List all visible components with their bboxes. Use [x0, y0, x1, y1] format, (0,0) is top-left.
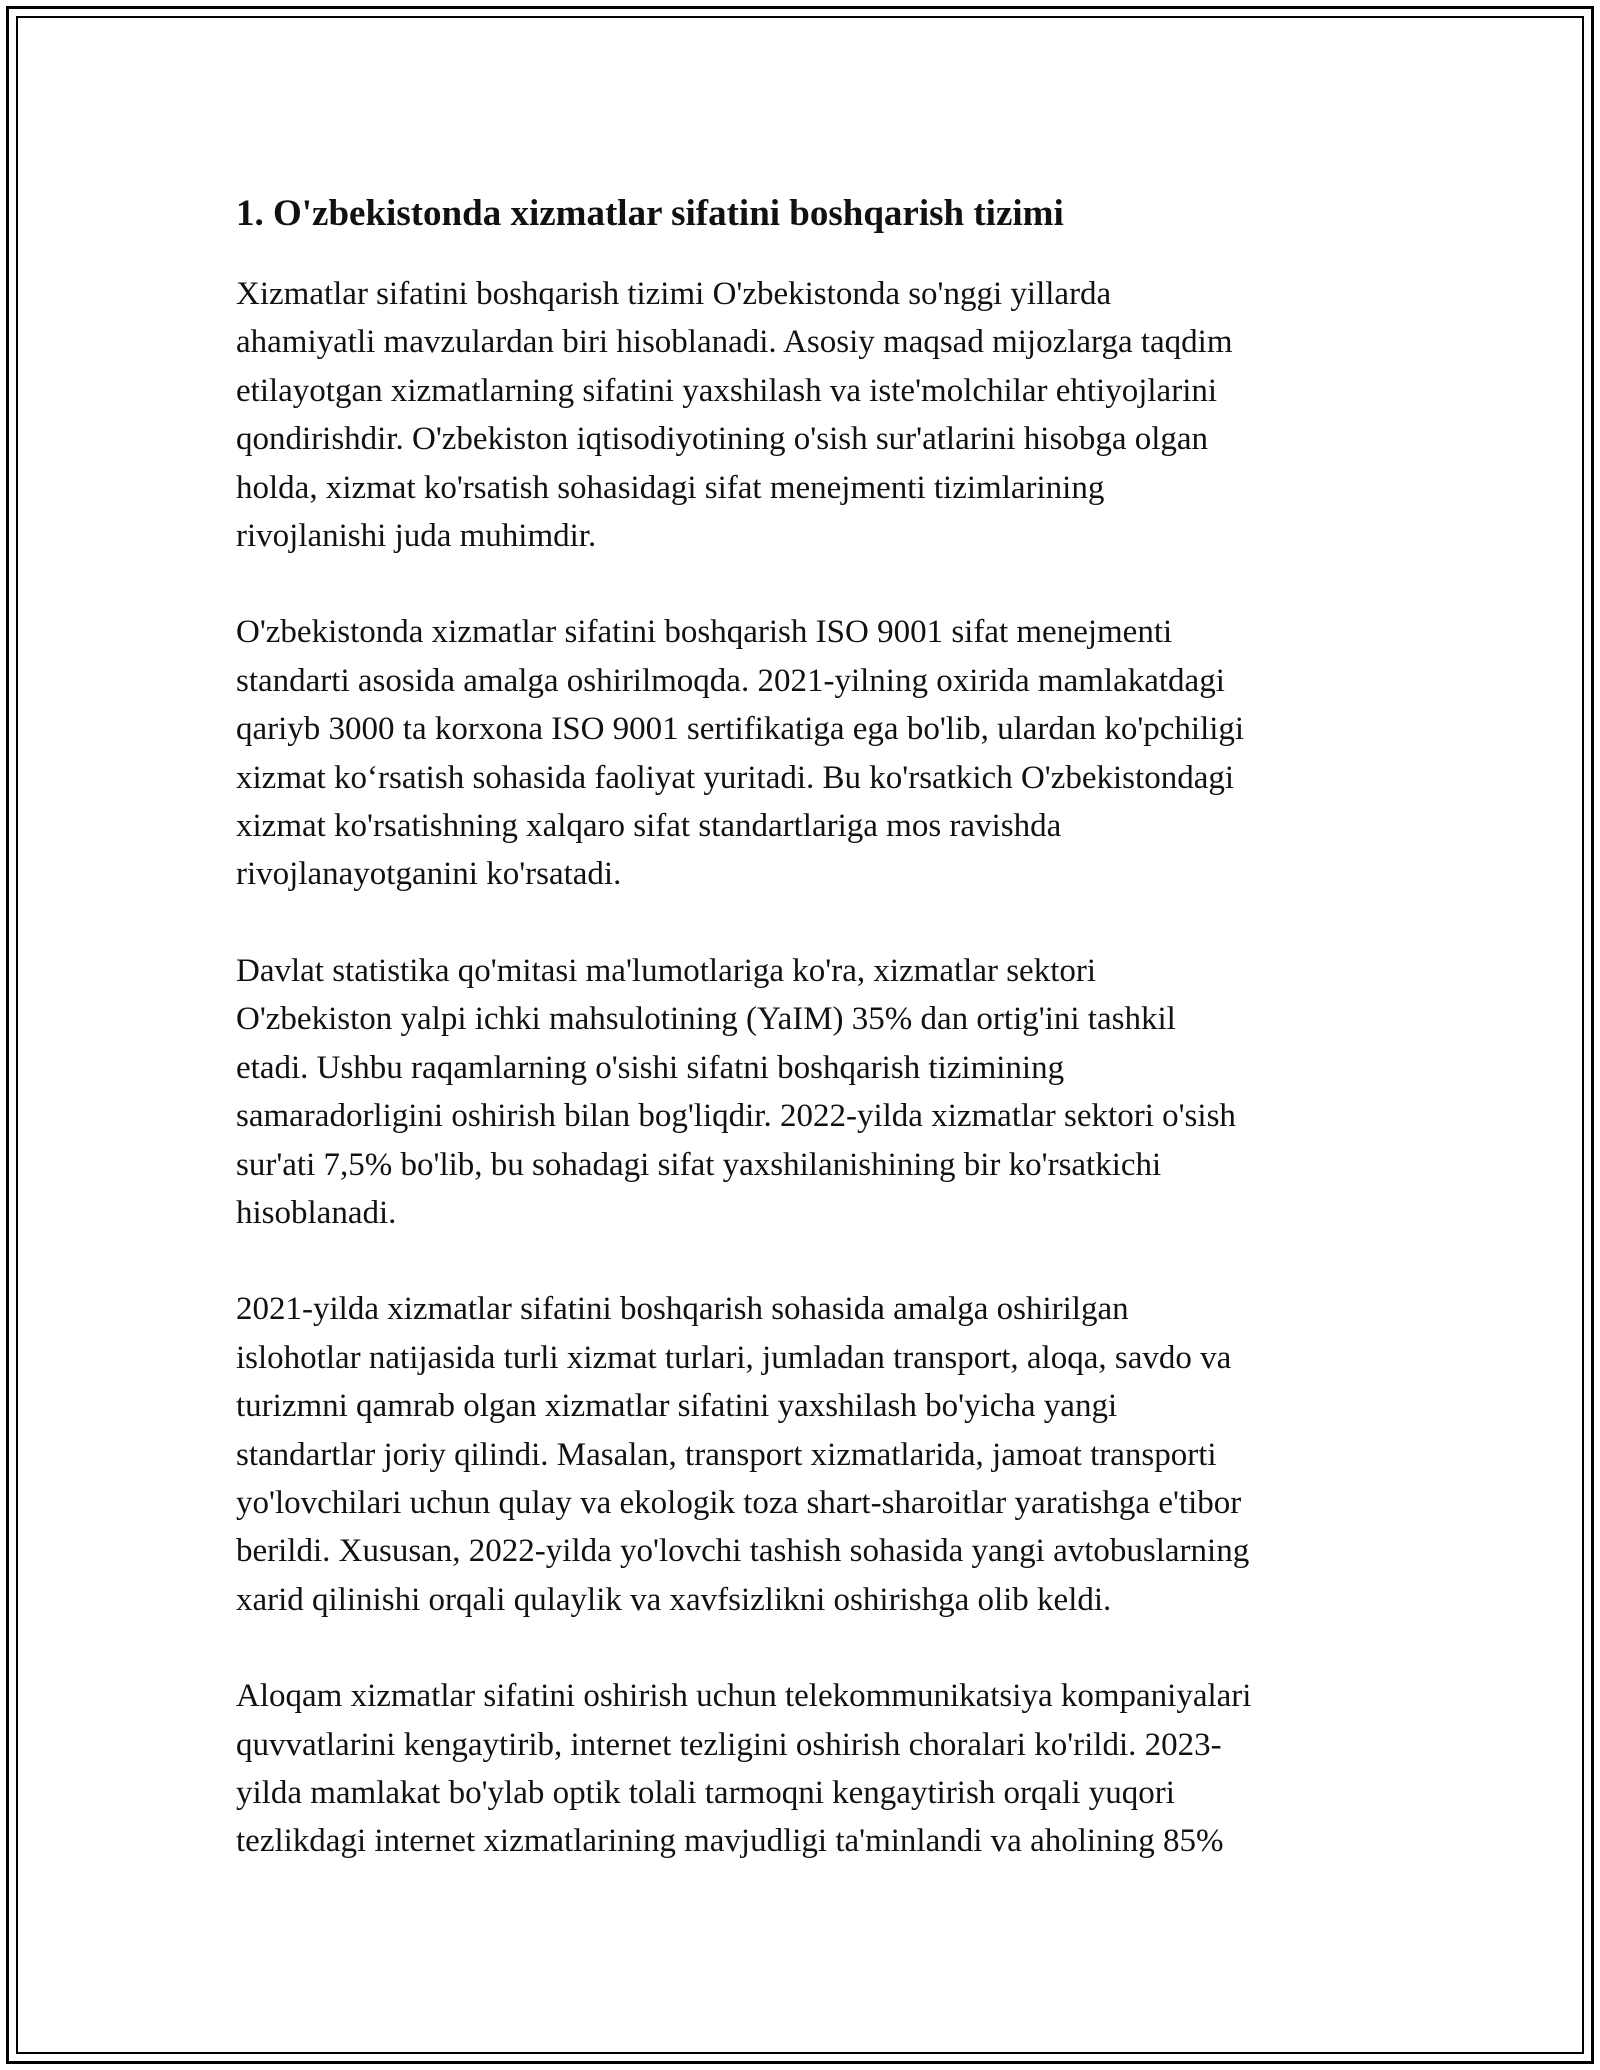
text-line: 2021-yilda xizmatlar sifatini boshqarish sohasida amalga oshirilgan [236, 1291, 1129, 1328]
paragraph-3 [236, 947, 1386, 1237]
paragraph-1 [236, 270, 1386, 560]
text-line: Davlat statistika qo'mitasi ma'lumotlariga ko'ra, xizmatlar sektori [236, 952, 1097, 989]
paragraph-5 [236, 1672, 1386, 1866]
text-line: rivojlanishi juda muhimdir. [236, 518, 597, 555]
text-line: hisoblanadi. [236, 1194, 397, 1231]
text-line: islohotlar natijasida turli xizmat turlari, jumladan transport, aloqa, savdo va [236, 1339, 1232, 1376]
text-line: quvvatlarini kengaytirib, internet tezligini oshirish choralari ko'rildi. 2023- [236, 1726, 1222, 1763]
text-line: O'zbekistonda xizmatlar sifatini boshqarish ISO 9001 sifat menejmenti [236, 614, 1173, 651]
text-line: xizmat ko‘rsatish sohasida faoliyat yuritadi. Bu ko'rsatkich O'zbekistondagi [236, 759, 1235, 796]
text-line: tezlikdagi internet xizmatlarining mavjudligi ta'minlandi va aholining 85% [236, 1823, 1224, 1860]
paragraph-2 [236, 608, 1386, 898]
text-line: yilda mamlakat bo'ylab optik tolali tarmoqni kengaytirish orqali yuqori [236, 1774, 1175, 1811]
text-line: samaradorligini oshirish bilan bog'liqdir. 2022-yilda xizmatlar sektori o'sish [236, 1098, 1236, 1135]
text-line: etilayotgan xizmatlarning sifatini yaxshilash va iste'molchilar ehtiyojlarini [236, 372, 1218, 409]
section-heading: 1. O'zbekistonda xizmatlar sifatini boshqarish tizimi [236, 193, 1064, 234]
text-line: O'zbekiston yalpi ichki mahsulotining (YaIM) 35% dan ortig'ini tashkil [236, 1001, 1176, 1038]
paragraph-4 [236, 1285, 1386, 1624]
text-line: sur'ati 7,5% bo'lib, bu sohadagi sifat yaxshilanishining bir ko'rsatkichi [236, 1146, 1162, 1183]
text-line: rivojlanayotganini ko'rsatadi. [236, 856, 622, 893]
text-line: Xizmatlar sifatini boshqarish tizimi O'zbekistonda so'nggi yillarda [236, 276, 1112, 312]
text-line: Aloqam xizmatlar sifatini oshirish uchun telekommunikatsiya kompaniyalari [236, 1678, 1252, 1715]
text-line: qariyb 3000 ta korxona ISO 9001 sertifikatiga ega bo'lib, ulardan ko'pchiligi [236, 711, 1245, 748]
text-line: yo'lovchilari uchun qulay va ekologik toza shart-sharoitlar yaratishga e'tibor [236, 1484, 1242, 1521]
text-line: xarid qilinishi orqali qulaylik va xavfsizlikni oshirishga olib keldi. [236, 1581, 1112, 1618]
text-line: etadi. Ushbu raqamlarning o'sishi sifatni boshqarish tizimining [236, 1049, 1065, 1086]
text-line: ahamiyatli mavzulardan biri hisoblanadi. Asosiy maqsad mijozlarga taqdim [236, 324, 1233, 361]
text-line: berildi. Xususan, 2022-yilda yo'lovchi tashish sohasida yangi avtobuslarning [236, 1533, 1250, 1570]
text-line: turizmni qamrab olgan xizmatlar sifatini yaxshilash bo'yicha yangi [236, 1388, 1118, 1425]
text-line: standarti asosida amalga oshirilmoqda. 2021-yilning oxirida mamlakatdagi [236, 662, 1225, 699]
text-line: standartlar joriy qilindi. Masalan, transport xizmatlarida, jamoat transporti [236, 1436, 1217, 1473]
text-line: qondirishdir. O'zbekiston iqtisodiyotining o'sish sur'atlarini hisobga olgan [236, 421, 1209, 458]
text-line: holda, xizmat ko'rsatish sohasidagi sifat menejmenti tizimlarining [236, 469, 1105, 506]
text-line: xizmat ko'rsatishning xalqaro sifat standartlariga mos ravishda [236, 808, 1062, 845]
document-body [236, 186, 1386, 1866]
